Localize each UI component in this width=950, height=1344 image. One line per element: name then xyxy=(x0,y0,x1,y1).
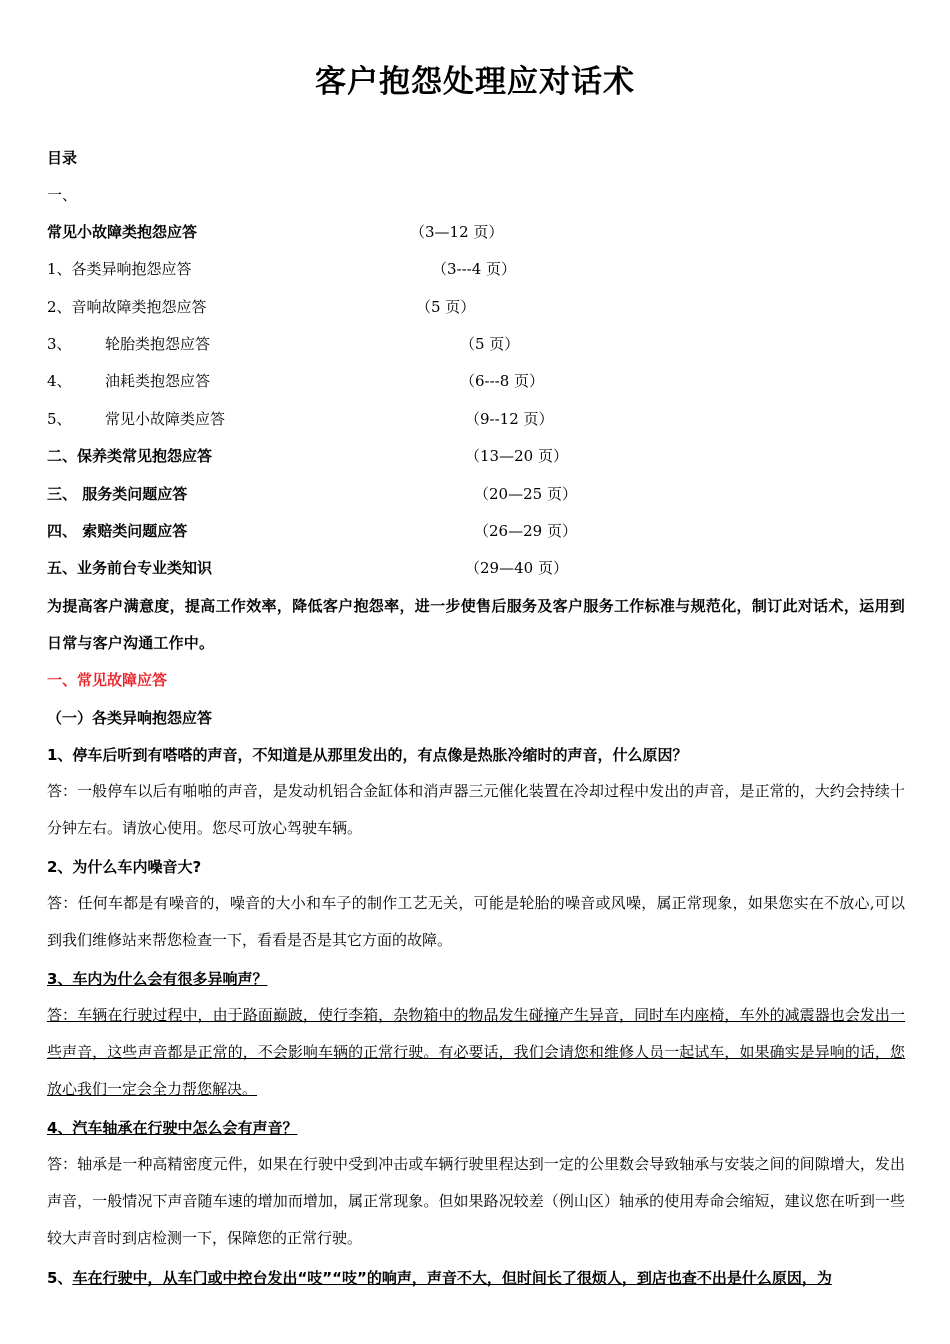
toc-entry-number: 3、 xyxy=(47,335,72,353)
toc-part1-mark: 一、 xyxy=(47,186,78,204)
answer: 答：一般停车以后有啪啪的声音，是发动机铝合金缸体和消声器三元催化装置在冷却过程中发出的声音，是正常的，大约会持续十分钟左右。请放心使用。您尽可放心驾驶车辆。 xyxy=(47,782,905,837)
question xyxy=(47,969,278,989)
question: 1、停车后听到有嗒嗒的声音，不知道是从那里发出的，有点像是热胀冷缩时的声音，什么原因？ xyxy=(47,746,688,764)
answer: 答：轴承是一种高精密度元件，如果在行驶中受到冲击或车辆行驶里程达到一定的公里数会导致轴承与安装之间的间隙增大，发出声音，一般情况下声音随车速的增加而增加，属正常现象。但如果路况较差（例山区）轴承的使用寿命会缩短，建议您在听到一些较大声音时到店检测一下，保障您的正常行驶。 xyxy=(47,1155,905,1247)
toc-entry-pages: （9--12 页） xyxy=(465,410,554,428)
toc-entry-label: 三、 服务类问题应答 xyxy=(47,485,188,503)
toc-entry-pages: （5 页） xyxy=(416,298,476,316)
toc-entry-pages: （5 页） xyxy=(460,335,520,353)
toc-entry-pages: （20—25 页） xyxy=(474,485,577,503)
toc-entry-pages: （6---8 页） xyxy=(460,372,545,390)
toc-entry-label: 常见小故障类应答 xyxy=(105,410,226,428)
toc-entry-pages: （26—29 页） xyxy=(474,522,577,540)
answer xyxy=(47,997,905,1108)
answer: 答：任何车都是有噪音的，噪音的大小和车子的制作工艺无关，可能是轮胎的噪音或风噪，属正常现象，如果您实在不放心,可以到我们维修站来帮您检查一下，看看是否是其它方面的故障。 xyxy=(47,894,905,949)
page-title: 客户抱怨处理应对话术 xyxy=(315,64,635,100)
toc-entry-label: 2、音响故障类抱怨应答 xyxy=(47,298,207,316)
toc-entry-label: 五、业务前台专业类知识 xyxy=(47,559,213,577)
toc-entry-number: 4、 xyxy=(47,372,72,390)
toc-entry-pages: （3---4 页） xyxy=(432,260,517,278)
toc-entry-number: 5、 xyxy=(47,410,72,428)
intro-paragraph: 为提高客户满意度，提高工作效率，降低客户抱怨率，进一步使售后服务及客户服务工作标准与规范化，制订此对话术，运用到日常与客户沟通工作中。 xyxy=(47,597,905,652)
toc-entry xyxy=(47,409,225,429)
question-text: 车在行驶中，从车门或中控台发出“吱”“吱”的响声，声音不大，但时间长了很烦人，到店也查不出是什么原因，为 xyxy=(72,1269,832,1287)
question: 2、为什么车内噪音大? xyxy=(47,858,202,876)
toc-entry-label: 常见小故障类抱怨应答 xyxy=(47,223,198,241)
toc-entry-label: 二、保养类常见抱怨应答 xyxy=(47,447,213,465)
subsection-heading: （一）各类异响抱怨应答 xyxy=(47,709,213,727)
toc-entry-pages: （29—40 页） xyxy=(465,559,568,577)
question-number: 5、 xyxy=(47,1269,73,1287)
toc-entry-label: 轮胎类抱怨应答 xyxy=(105,335,211,353)
question xyxy=(47,1118,297,1138)
section-heading: 一、常见故障应答 xyxy=(47,671,168,689)
toc-entry-label: 油耗类抱怨应答 xyxy=(105,372,211,390)
question-text: 4、汽车轴承在行驶中怎么会有声音？ xyxy=(47,1119,298,1137)
toc-heading: 目录 xyxy=(47,149,78,167)
toc-entry-label: 四、 索赔类问题应答 xyxy=(47,522,188,540)
toc-entry-pages: （13—20 页） xyxy=(465,447,568,465)
question-text: 3、车内为什么会有很多异响声？ xyxy=(47,970,268,988)
toc-entry xyxy=(47,334,210,354)
toc-entry xyxy=(47,371,210,391)
answer-text: 答：车辆在行驶过程中，由于路面巅跛，使行李箱，杂物箱中的物品发生碰撞产生异音，同时车内座椅，车外的减震器也会发出一些声音，这些声音都是正常的，不会影响车辆的正常行驶。有必要话，我们会请您和维修人员一起试车，如果确实是异响的话，您放心我们一定会全力帮您解决。 xyxy=(47,1006,905,1098)
toc-entry-pages: （3—12 页） xyxy=(410,223,504,241)
toc-entry-label: 1、各类异响抱怨应答 xyxy=(47,260,192,278)
question xyxy=(47,1268,832,1288)
